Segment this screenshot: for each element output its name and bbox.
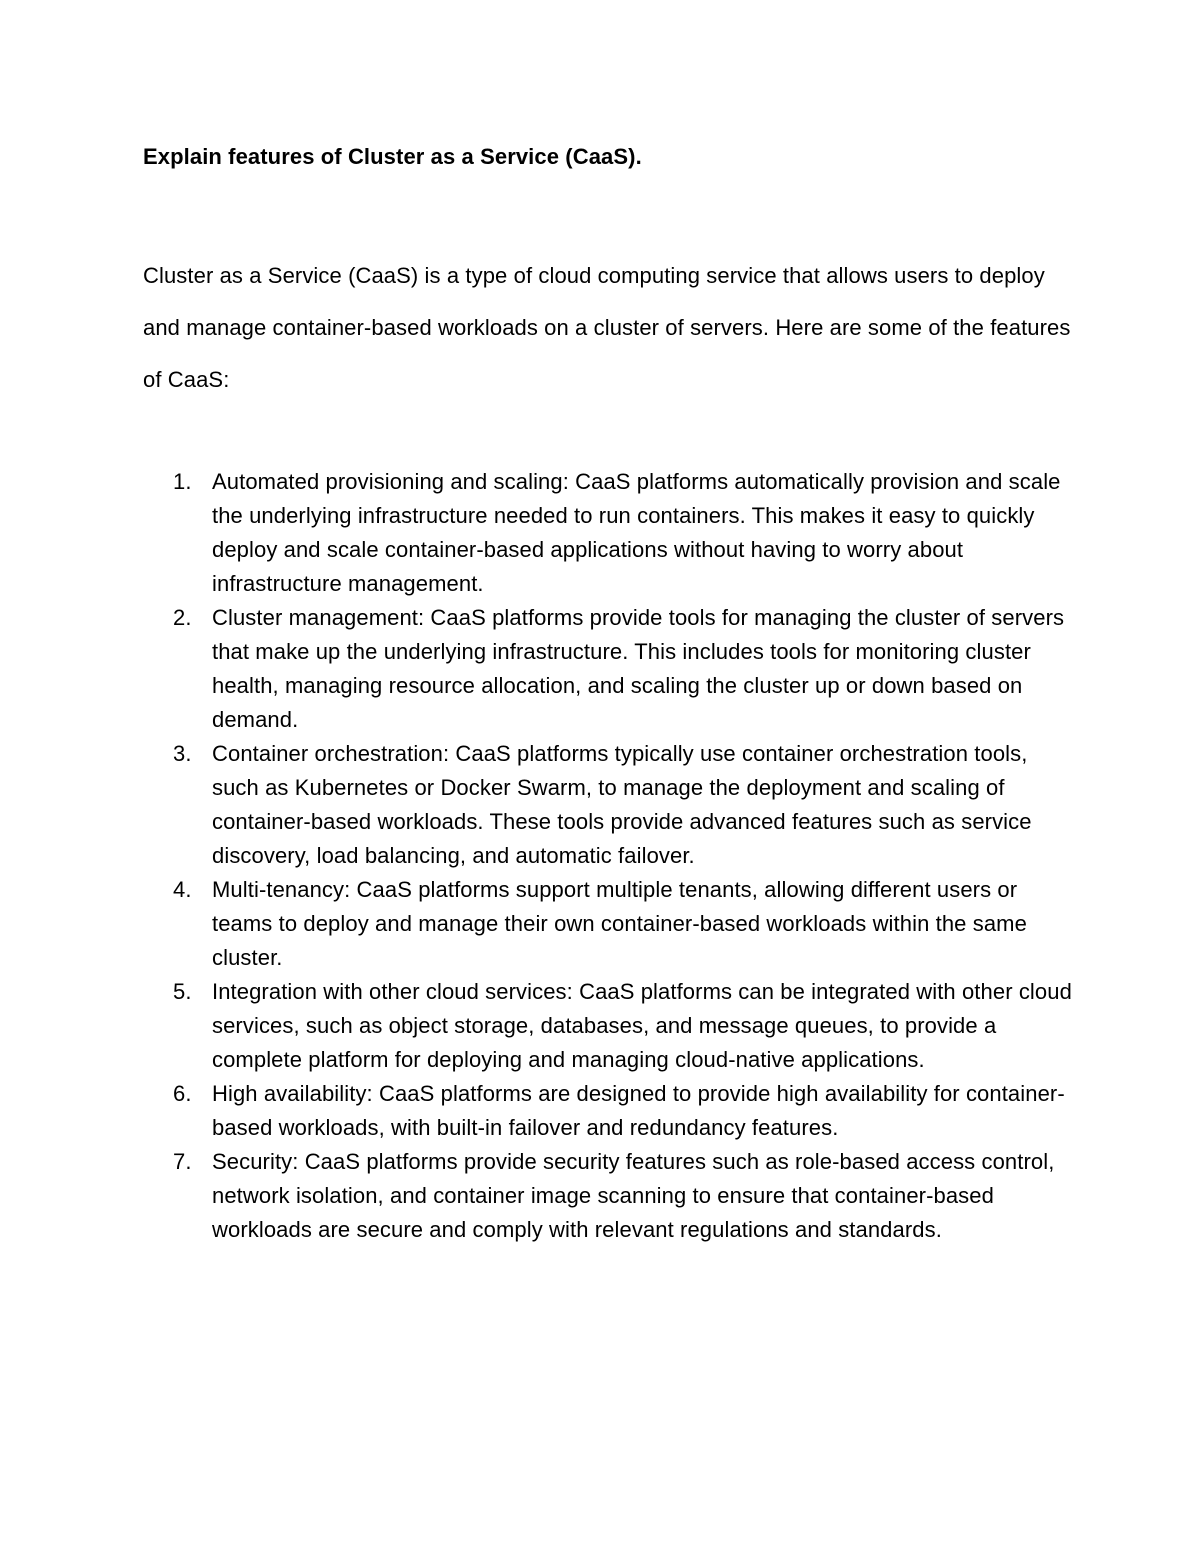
list-item-number: 3. [173, 741, 192, 766]
list-item-number: 6. [173, 1081, 192, 1106]
list-item [143, 465, 1078, 601]
list-item-text: Container orchestration: CaaS platforms typically use container orchestration tools, such as Kubernetes or Docker Swarm, to manage the deployment and scaling of container-based workloads. These tools provide advanced features such as service discovery, load balancing, and automatic failover. [212, 741, 1032, 868]
list-item-number: 1. [173, 469, 192, 494]
list-item [143, 873, 1078, 975]
list-item-text: Cluster management: CaaS platforms provide tools for managing the cluster of servers that make up the underlying infrastructure. This includes tools for monitoring cluster health, managing resource allocation, and scaling the cluster up or down based on demand. [212, 605, 1065, 732]
list-item [143, 975, 1078, 1077]
list-item-text: Security: CaaS platforms provide security features such as role-based access control, network isolation, and container image scanning to ensure that container-based workloads are secure and comply with relevant regulations and standards. [212, 1149, 1055, 1242]
list-item-text: High availability: CaaS platforms are designed to provide high availability for container-based workloads, with built-in failover and redundancy features. [212, 1081, 1065, 1140]
list-item-number: 5. [173, 979, 192, 1004]
list-item [143, 1145, 1078, 1247]
list-item [143, 737, 1078, 873]
list-item [143, 1077, 1078, 1145]
list-item-text: Multi-tenancy: CaaS platforms support multiple tenants, allowing different users or teams to deploy and manage their own container-based workloads within the same cluster. [212, 877, 1027, 970]
page-title: Explain features of Cluster as a Service (CaaS). [143, 144, 642, 169]
list-item-number: 7. [173, 1149, 192, 1174]
list-item-number: 2. [173, 605, 192, 630]
list-item [143, 601, 1078, 737]
feature-list [143, 465, 1078, 1247]
list-item-text: Integration with other cloud services: CaaS platforms can be integrated with other cloud services, such as object storage, databases, and message queues, to provide a complete platform for deploying and managing cloud-native applications. [212, 979, 1072, 1072]
list-item-number: 4. [173, 877, 192, 902]
intro-paragraph: Cluster as a Service (CaaS) is a type of cloud computing service that allows users to deploy and manage container-based workloads on a cluster of servers. Here are some of the features of CaaS: [143, 263, 1071, 392]
list-item-text: Automated provisioning and scaling: CaaS platforms automatically provision and scale the underlying infrastructure needed to run containers. This makes it easy to quickly deploy and scale container-based applications without having to worry about infrastructure management. [212, 469, 1061, 596]
